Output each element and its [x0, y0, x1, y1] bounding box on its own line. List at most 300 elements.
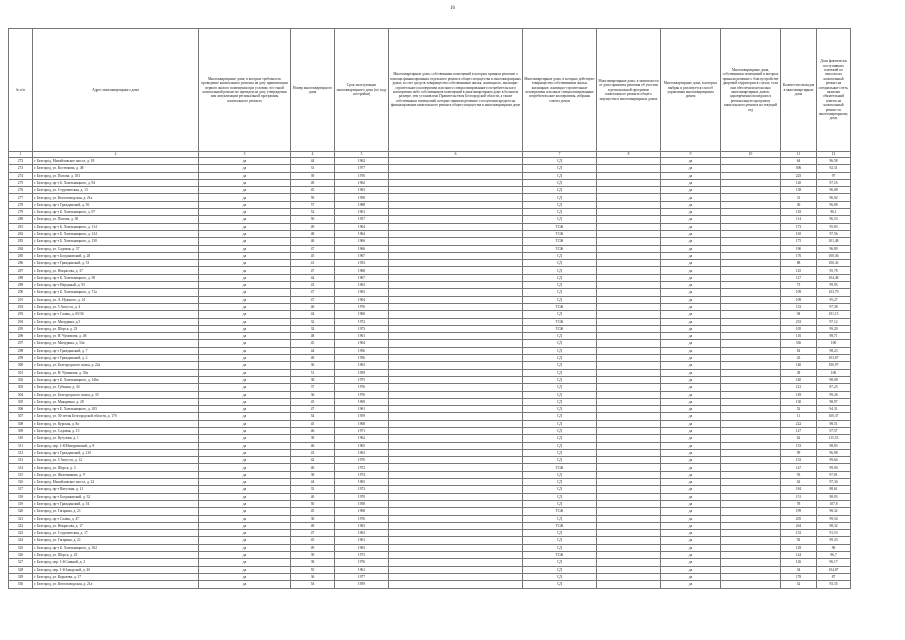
table-cell: г. Белгород, пер. 1-й Заводской, д. 4б: [33, 566, 199, 573]
table-cell: [389, 172, 523, 179]
table-cell: да: [661, 384, 721, 391]
table-cell: да: [661, 420, 721, 427]
table-cell: да: [199, 347, 291, 354]
table-cell: да: [199, 282, 291, 289]
table-cell: г. Белгород, ул. Кутузова, д. 1: [33, 435, 199, 442]
table-cell: [389, 267, 523, 274]
table-cell: г. Белгород, ул. Белгородского полка, д. 33: [33, 391, 199, 398]
table-cell: 285: [9, 252, 33, 259]
table-cell: [389, 486, 523, 493]
table-cell: да: [199, 420, 291, 427]
table-cell: [597, 500, 661, 507]
table-cell: да: [199, 216, 291, 223]
table-cell: [597, 464, 661, 471]
table-cell: 98,08: [817, 376, 851, 383]
table-cell: [721, 442, 781, 449]
table-cell: [389, 282, 523, 289]
table-cell: [389, 464, 523, 471]
table-cell: 94,31: [817, 406, 851, 413]
table-cell: 1976: [335, 303, 389, 310]
table-cell: 298: [9, 347, 33, 354]
table-row: [9, 223, 851, 230]
table-cell: [721, 449, 781, 456]
table-cell: 44: [291, 274, 335, 281]
table-row: [9, 406, 851, 413]
table-cell: 38: [291, 471, 335, 478]
table-cell: 59: [291, 194, 335, 201]
table-cell: г. Белгород, ул. Шорса, д. 25: [33, 552, 199, 559]
table-row: [9, 362, 851, 369]
table-cell: 306: [9, 406, 33, 413]
table-cell: 93: [781, 471, 817, 478]
table-cell: 324: [9, 537, 33, 544]
table-cell: 1972: [335, 464, 389, 471]
table-cell: 45: [291, 537, 335, 544]
table-row: [9, 537, 851, 544]
table-cell: ТСЖ: [523, 230, 597, 237]
table-cell: 95,78: [817, 267, 851, 274]
table-cell: да: [199, 362, 291, 369]
table-cell: [389, 260, 523, 267]
table-cell: 48: [291, 522, 335, 529]
table-row: [9, 427, 851, 434]
table-cell: 1957: [335, 216, 389, 223]
table-cell: [597, 376, 661, 383]
table-cell: да: [661, 172, 721, 179]
table-cell: 152: [781, 457, 817, 464]
table-cell: 114: [781, 216, 817, 223]
table-cell: 92,31: [817, 165, 851, 172]
table-cell: 44: [291, 158, 335, 165]
table-cell: г. Белгород, ул. Белгородского полка, д. 22а: [33, 362, 199, 369]
table-cell: г. Белгород, пр-т Б. Хмельницкого, д. 130: [33, 238, 199, 245]
table-cell: да: [661, 391, 721, 398]
page-number: 16: [450, 6, 455, 11]
table-cell: [721, 340, 781, 347]
table-cell: [597, 340, 661, 347]
column-number: 10: [721, 152, 781, 158]
table-cell: 303: [9, 384, 33, 391]
table-row: [9, 486, 851, 493]
table-cell: СД: [523, 406, 597, 413]
table-cell: СД: [523, 500, 597, 507]
table-cell: [389, 187, 523, 194]
table-cell: 292: [9, 303, 33, 310]
table-cell: 98,23: [817, 347, 851, 354]
table-cell: СД: [523, 457, 597, 464]
table-cell: 45: [291, 398, 335, 405]
table-cell: 323: [9, 530, 33, 537]
table-cell: [721, 245, 781, 252]
table-cell: 1959: [335, 581, 389, 588]
table-cell: да: [199, 303, 291, 310]
table-cell: ТСЖ: [523, 508, 597, 515]
column-number: 11: [781, 152, 817, 158]
table-cell: СД: [523, 559, 597, 566]
table-cell: [389, 581, 523, 588]
table-cell: 276: [9, 187, 33, 194]
table-cell: 1964: [335, 340, 389, 347]
table-cell: да: [661, 413, 721, 420]
table-cell: [389, 537, 523, 544]
table-cell: 1961: [335, 537, 389, 544]
table-cell: СД: [523, 267, 597, 274]
table-cell: ТСЖ: [523, 522, 597, 529]
table-cell: 152: [781, 530, 817, 537]
table-cell: ТСЖ: [523, 238, 597, 245]
table-cell: [721, 311, 781, 318]
table-cell: г. Белгород, пр-т Б. Хмельницкого, д. 102: [33, 544, 199, 551]
table-cell: да: [661, 282, 721, 289]
table-cell: СД: [523, 216, 597, 223]
table-cell: [721, 194, 781, 201]
table-cell: 147: [781, 464, 817, 471]
table-cell: [389, 245, 523, 252]
table-cell: да: [661, 216, 721, 223]
table-cell: да: [199, 486, 291, 493]
table-cell: 295: [9, 325, 33, 332]
table-cell: [597, 274, 661, 281]
table-cell: 293: [9, 311, 33, 318]
table-cell: 32: [291, 325, 335, 332]
table-row: [9, 355, 851, 362]
table-cell: [389, 508, 523, 515]
table-cell: г. Белгород, ул. Студенческая, д. 17: [33, 530, 199, 537]
table-cell: [389, 457, 523, 464]
table-cell: [597, 289, 661, 296]
table-cell: г. Белгород, ул. Некрасова, д. 17: [33, 522, 199, 529]
column-number: 7: [523, 152, 597, 158]
table-cell: 1976: [335, 384, 389, 391]
table-cell: 316: [9, 479, 33, 486]
table-cell: [389, 289, 523, 296]
table-cell: 1962: [335, 158, 389, 165]
table-cell: 300: [9, 362, 33, 369]
table-cell: 45: [291, 508, 335, 515]
table-cell: [721, 216, 781, 223]
table-cell: СД: [523, 537, 597, 544]
column-header: Многоквартирные дома, в зависимости от даты принятия решения об участии в региональной программе капитального ремонта общего имущества в многоквартирных домах: [597, 29, 661, 152]
table-cell: да: [199, 296, 291, 303]
table-cell: СД: [523, 515, 597, 522]
table-cell: да: [199, 333, 291, 340]
table-cell: да: [661, 179, 721, 186]
table-cell: г. Белгород, ул. Садовая, д. 15: [33, 427, 199, 434]
table-cell: 1961: [335, 406, 389, 413]
table-cell: 1977: [335, 573, 389, 580]
table-cell: [597, 369, 661, 376]
table-cell: 50: [291, 500, 335, 507]
table-cell: 279: [9, 209, 33, 216]
table-cell: [597, 398, 661, 405]
table-cell: 199: [781, 508, 817, 515]
table-cell: да: [661, 406, 721, 413]
table-cell: [389, 515, 523, 522]
table-cell: ТСЖ: [523, 464, 597, 471]
table-cell: 39: [291, 172, 335, 179]
table-cell: [721, 376, 781, 383]
table-cell: СД: [523, 544, 597, 551]
table-cell: 1956: [335, 355, 389, 362]
table-cell: 1961: [335, 566, 389, 573]
table-cell: г. Белгород, пр-т Гражданский, д. 56: [33, 201, 199, 208]
table-cell: 1976: [335, 391, 389, 398]
table-cell: [597, 223, 661, 230]
table-cell: СД: [523, 362, 597, 369]
table-cell: 305: [9, 398, 33, 405]
table-row: [9, 194, 851, 201]
table-cell: 294: [9, 318, 33, 325]
table-cell: да: [199, 544, 291, 551]
table-cell: г. Белгород, пр-т Славы, д. 47: [33, 515, 199, 522]
table-cell: 125: [781, 267, 817, 274]
table-cell: [597, 311, 661, 318]
table-cell: 127: [781, 274, 817, 281]
table-row: [9, 384, 851, 391]
table-cell: 1956: [335, 347, 389, 354]
table-cell: СД: [523, 201, 597, 208]
table-cell: [597, 296, 661, 303]
table-cell: 1968: [335, 267, 389, 274]
table-cell: г. Белгород, ул. Гагарина, д. 21: [33, 508, 199, 515]
table-cell: [597, 194, 661, 201]
table-cell: 54: [291, 581, 335, 588]
table-cell: да: [661, 194, 721, 201]
table-cell: да: [199, 355, 291, 362]
table-cell: да: [661, 537, 721, 544]
column-number: 12: [817, 152, 851, 158]
table-cell: да: [199, 245, 291, 252]
table-cell: [389, 179, 523, 186]
table-cell: 1968: [335, 420, 389, 427]
table-cell: 96,17: [817, 559, 851, 566]
table-cell: [389, 544, 523, 551]
table-cell: да: [199, 427, 291, 434]
table-cell: да: [199, 581, 291, 588]
table-cell: 1964: [335, 230, 389, 237]
table-cell: СД: [523, 413, 597, 420]
table-cell: [389, 522, 523, 529]
table-cell: СД: [523, 486, 597, 493]
table-cell: 1958: [335, 500, 389, 507]
table-cell: [721, 362, 781, 369]
table-cell: 273: [9, 165, 33, 172]
table-cell: 100: [817, 340, 851, 347]
table-cell: [597, 427, 661, 434]
table-cell: [389, 318, 523, 325]
table-cell: СД: [523, 179, 597, 186]
table-cell: да: [199, 274, 291, 281]
table-cell: да: [199, 398, 291, 405]
table-cell: 233: [781, 318, 817, 325]
table-cell: [597, 493, 661, 500]
table-cell: да: [661, 252, 721, 259]
table-cell: да: [199, 413, 291, 420]
table-cell: да: [199, 289, 291, 296]
table-cell: 50: [291, 216, 335, 223]
table-cell: [597, 522, 661, 529]
table-cell: 99,64: [817, 457, 851, 464]
table-cell: СД: [523, 340, 597, 347]
table-cell: 46: [291, 303, 335, 310]
table-row: [9, 260, 851, 267]
table-cell: да: [661, 435, 721, 442]
table-cell: г. Белгород, ул. Н. Чумичова, д. 30а: [33, 369, 199, 376]
table-cell: да: [661, 311, 721, 318]
table-cell: 308: [9, 420, 33, 427]
table-cell: [389, 471, 523, 478]
table-cell: ТСЖ: [523, 245, 597, 252]
table-cell: да: [199, 201, 291, 208]
table-cell: 320: [9, 508, 33, 515]
table-row: [9, 369, 851, 376]
table-cell: 36: [291, 391, 335, 398]
table-cell: 48: [291, 230, 335, 237]
table-row: [9, 413, 851, 420]
table-cell: г. Белгород, ул. Макаренко, д. 28: [33, 398, 199, 405]
table-cell: 277: [9, 194, 33, 201]
table-cell: [721, 420, 781, 427]
table-cell: [389, 340, 523, 347]
table-cell: г. Белгород, ул. 5 Августа, д. 12: [33, 457, 199, 464]
table-row: [9, 238, 851, 245]
column-header: Многоквартирные дома, в которых требовалось проведение капитального ремонта на дату приватизации первого жилого помещения при условии, что такой капитальный ремонт не проведен на дату утверждения или актуализации региональной программы капитального ремонта: [199, 29, 291, 152]
table-row: [9, 296, 851, 303]
table-row: [9, 420, 851, 427]
table-cell: [721, 355, 781, 362]
table-row: [9, 530, 851, 537]
table-cell: [721, 464, 781, 471]
table-cell: 1973: [335, 325, 389, 332]
table-cell: 222: [781, 420, 817, 427]
table-cell: [597, 552, 661, 559]
table-cell: [597, 442, 661, 449]
table-cell: 37: [291, 384, 335, 391]
table-cell: [721, 573, 781, 580]
table-cell: 46: [291, 427, 335, 434]
table-cell: 140: [781, 376, 817, 383]
table-cell: 34: [781, 566, 817, 573]
table-cell: г. Белгород, пр-т Гражданский, д. 54: [33, 500, 199, 507]
table-cell: да: [661, 471, 721, 478]
table-cell: [721, 500, 781, 507]
table-cell: да: [199, 340, 291, 347]
table-cell: СД: [523, 260, 597, 267]
table-cell: [597, 449, 661, 456]
column-number: 2: [33, 152, 199, 158]
table-cell: г. Белгород, ул. Шорса, д. 3: [33, 464, 199, 471]
table-cell: 62: [781, 479, 817, 486]
table-cell: г. Белгород, ул. Н. Чумичова, д. 48: [33, 333, 199, 340]
table-cell: 311: [9, 442, 33, 449]
table-cell: 1963: [335, 544, 389, 551]
table-cell: СД: [523, 471, 597, 478]
table-cell: г. Белгород, пр-т Народный, д. 93: [33, 282, 199, 289]
table-cell: 55: [291, 566, 335, 573]
table-row: [9, 515, 851, 522]
table-cell: 116: [781, 333, 817, 340]
table-cell: [389, 573, 523, 580]
table-cell: да: [661, 515, 721, 522]
table-cell: СД: [523, 391, 597, 398]
table-cell: да: [661, 362, 721, 369]
table-cell: г. Белгород, пр-т Богдановский, д. 32: [33, 493, 199, 500]
table-cell: 264: [781, 522, 817, 529]
table-cell: г. Белгород, ул. Шорса, д. 23: [33, 325, 199, 332]
table-cell: 121: [781, 384, 817, 391]
table-cell: [597, 566, 661, 573]
column-number: 9: [661, 152, 721, 158]
table-cell: 98,93: [817, 493, 851, 500]
table-cell: г. Белгород, ул. Некрасова, д. 37: [33, 267, 199, 274]
column-number: 8: [597, 152, 661, 158]
table-cell: 31: [291, 165, 335, 172]
table-cell: 38: [291, 559, 335, 566]
table-cell: [389, 442, 523, 449]
table-cell: да: [199, 508, 291, 515]
table-cell: [597, 457, 661, 464]
table-cell: 82: [781, 347, 817, 354]
table-row: [9, 559, 851, 566]
table-cell: г. Белгород, ул. Железнякова, д. 9: [33, 471, 199, 478]
table-cell: [721, 471, 781, 478]
table-cell: 45: [291, 252, 335, 259]
table-cell: 325: [9, 544, 33, 551]
table-cell: [721, 347, 781, 354]
table-cell: [597, 252, 661, 259]
table-cell: да: [199, 238, 291, 245]
table-cell: 1968: [335, 508, 389, 515]
table-cell: ТСЖ: [523, 303, 597, 310]
table-cell: 40: [291, 493, 335, 500]
table-cell: 88,61: [817, 486, 851, 493]
table-cell: да: [661, 486, 721, 493]
table-cell: 1972: [335, 318, 389, 325]
table-cell: СД: [523, 347, 597, 354]
column-header: Многоквартирные дома, в которых выбран и реализуется способ управления многоквартирным домом: [661, 29, 721, 152]
table-cell: [597, 515, 661, 522]
table-cell: [721, 369, 781, 376]
table-cell: 100,36: [817, 252, 851, 259]
table-cell: 38: [781, 369, 817, 376]
table-cell: г. Белгород, пр-т Б. Хмельницкого, д. 105: [33, 406, 199, 413]
column-number: 5: [335, 152, 389, 158]
table-cell: [721, 325, 781, 332]
table-cell: СД: [523, 479, 597, 486]
table-cell: 318: [9, 493, 33, 500]
table-cell: да: [661, 158, 721, 165]
table-cell: г. Белгород, ул. Котлозаводская, д. 21а: [33, 581, 199, 588]
table-cell: [597, 347, 661, 354]
table-cell: да: [661, 230, 721, 237]
table-cell: 99: [781, 449, 817, 456]
table-cell: [721, 201, 781, 208]
table-row: [9, 544, 851, 551]
table-cell: да: [199, 391, 291, 398]
table-cell: 103,79: [817, 289, 851, 296]
table-cell: да: [199, 194, 291, 201]
table-cell: 91,53: [817, 530, 851, 537]
table-cell: 322: [9, 522, 33, 529]
table-cell: [721, 238, 781, 245]
table-cell: 165: [781, 230, 817, 237]
table-cell: 36: [291, 362, 335, 369]
table-cell: [721, 209, 781, 216]
column-header: № п/п: [9, 29, 33, 152]
table-cell: 64: [781, 158, 817, 165]
table-cell: 96,53: [817, 216, 851, 223]
table-cell: да: [661, 201, 721, 208]
